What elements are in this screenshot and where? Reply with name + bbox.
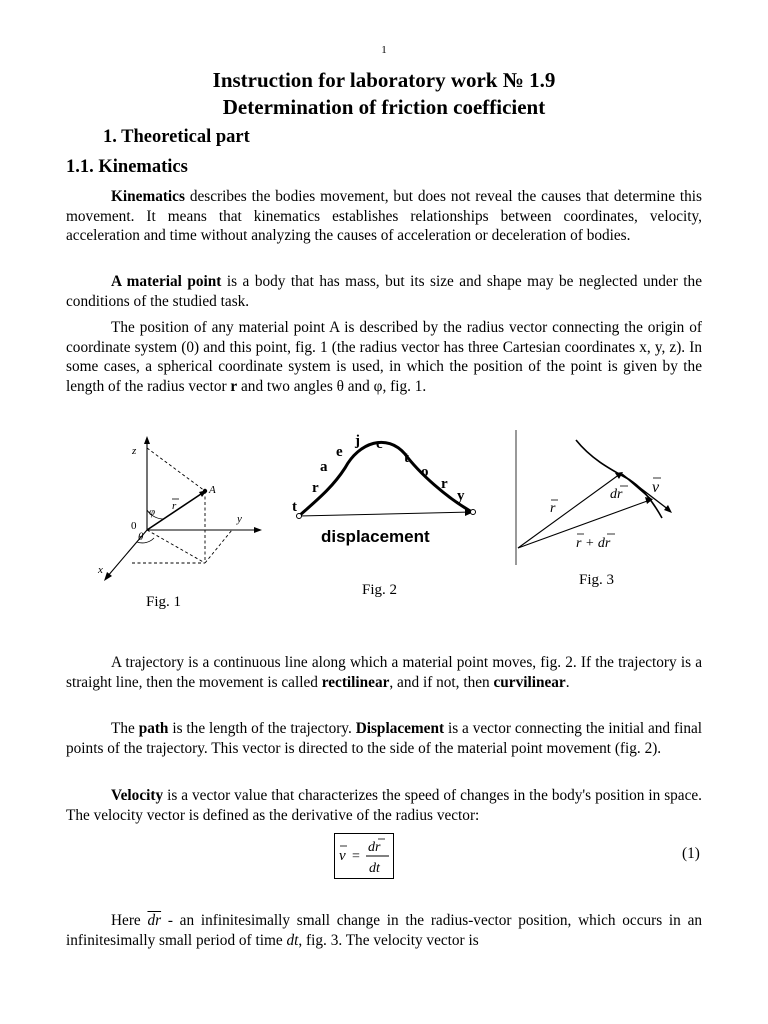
displacement-label: displacement	[321, 527, 430, 546]
letter: y	[457, 488, 465, 504]
document-title: Instruction for laboratory work № 1.9	[212, 68, 556, 92]
letter: t	[292, 499, 297, 515]
term-material-point: A material point	[111, 273, 222, 290]
page-number: 1	[381, 44, 387, 56]
paragraph-text: The	[111, 720, 139, 737]
paragraph-material-point	[66, 272, 702, 311]
paragraph-here-dr	[66, 911, 702, 950]
term-path: path	[138, 720, 169, 737]
figure-3-caption: Fig. 3	[579, 572, 615, 588]
letter: r	[441, 476, 448, 492]
eq-equals: =	[352, 849, 360, 864]
paragraph-text: A trajectory is a continuous line along which a material point moves, fig. 2. If the trajectory is a straight line, then the movement is called	[66, 654, 702, 691]
trajectory-start-point	[297, 514, 302, 519]
trajectory-end-point	[471, 510, 476, 515]
paragraph-text: .	[565, 673, 570, 691]
section-heading-theoretical: 1. Theoretical part	[103, 127, 250, 147]
letter: c	[376, 436, 383, 452]
paragraph-text: is the length of the trajectory.	[168, 720, 356, 737]
equation-1-number: (1)	[682, 845, 700, 862]
eq-numerator: dr	[368, 840, 381, 855]
letter: a	[320, 459, 328, 475]
label-origin: 0	[131, 520, 137, 532]
label-r: r	[172, 500, 177, 512]
symbol-r: r	[230, 377, 238, 395]
symbol-dr: $\overline{dr}$	[147, 912, 162, 929]
label-z: z	[132, 445, 137, 457]
paragraph-path	[66, 719, 702, 758]
label-r: r	[550, 501, 556, 516]
label-dr: dr	[610, 487, 623, 502]
paragraph-text: The position of any material point A is described by the radius vector connecting the origin of coordinate system (0) and this point, fig. 1 (the radius vector has three Cartesian coordinates x, y, z). In some cases, a spherical coordinate system is used, in which the position of the point is given by the length of the radius vector	[66, 319, 702, 395]
y-axis-arrowhead	[254, 527, 262, 533]
term-kinematics: Kinematics	[111, 188, 185, 205]
equation-1-box	[334, 833, 394, 879]
paragraph-velocity	[66, 786, 702, 825]
paragraph-text: , and if not, then	[389, 673, 494, 691]
term-curvilinear: curvilinear	[493, 673, 566, 691]
label-x: x	[98, 564, 103, 576]
letter: t	[404, 450, 409, 466]
term-displacement: Displacement	[355, 720, 445, 737]
velocity-vector-arrowhead	[664, 505, 672, 513]
paragraph-kinematics	[66, 187, 702, 246]
figure-2-trajectory	[287, 428, 487, 552]
paragraph-text: is a vector value that characterizes the speed of changes in the body's position in space. The velocity vector is defined as the derivative of the radius vector:	[66, 787, 702, 824]
figure-3-velocity	[512, 430, 687, 570]
equation-1	[335, 834, 393, 878]
letter: o	[421, 464, 429, 480]
paragraph-text: describes the bodies movement, but does not reveal the causes that determine this movement. It means that kinematics establishes relationships between coordinates, velocity, acceleration and time without analyzing the causes of acceleration or deceleration of bodies.	[66, 188, 702, 245]
paragraph-text: is a body that has mass, but its size and shape may be neglected under the conditions of the studied task.	[66, 273, 702, 310]
paragraph-text: Here	[111, 912, 148, 929]
label-phi: φ	[149, 506, 156, 518]
velocity-vector	[622, 474, 669, 510]
letter: r	[312, 480, 319, 496]
letter: e	[336, 444, 343, 460]
label-y: y	[237, 513, 242, 525]
label-v: v	[652, 479, 660, 496]
displacement-vector	[299, 512, 472, 516]
figure-2-caption: Fig. 2	[362, 582, 398, 598]
paragraph-position	[66, 318, 702, 396]
paragraph-text: is a vector connecting the initial and final points of the trajectory. This vector is directed to the side of the material point movement (fig. 2).	[66, 720, 703, 757]
paragraph-text: and two angles θ and φ, fig. 1.	[237, 377, 427, 395]
label-a: A	[209, 484, 216, 496]
paragraph-text: - an infinitesimally small change in the radius-vector position, which occurs in an infinitesimally small period of time	[66, 912, 703, 949]
paragraph-text: , fig. 3. The velocity vector is	[298, 931, 479, 949]
paragraph-trajectory	[66, 653, 702, 692]
section-heading-kinematics: 1.1. Kinematics	[66, 157, 188, 177]
label-r-plus-dr: r + dr	[576, 536, 611, 551]
figure-1-caption: Fig. 1	[146, 594, 182, 610]
z-axis-arrowhead	[144, 436, 150, 444]
term-velocity: Velocity	[111, 787, 164, 804]
term-rectilinear: rectilinear	[321, 673, 390, 691]
letter: j	[355, 433, 360, 449]
figure-1-coordinate-system	[92, 430, 277, 590]
trajectory-word-letters	[292, 433, 465, 515]
document-subtitle: Determination of friction coefficient	[222, 95, 546, 119]
label-theta: θ	[138, 531, 144, 543]
symbol-dt: dt	[286, 931, 299, 949]
eq-lhs-v: v	[339, 848, 346, 864]
eq-denominator: dt	[369, 861, 380, 876]
